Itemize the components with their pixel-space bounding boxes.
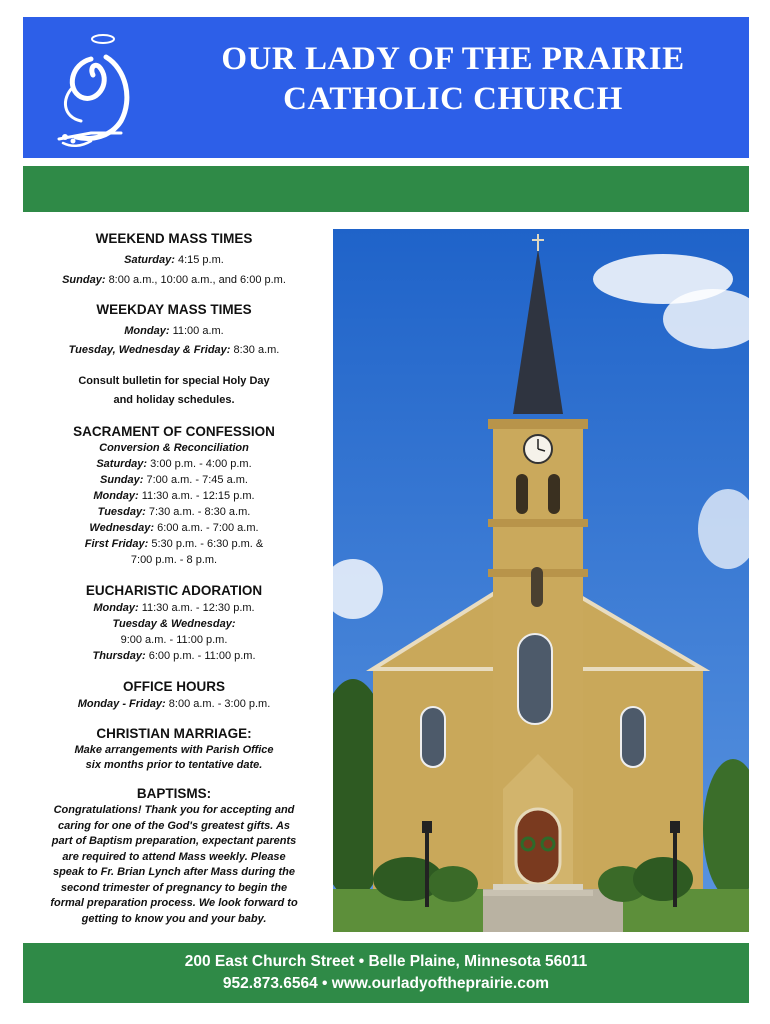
office-section: [23, 678, 325, 712]
marriage-section: [23, 725, 325, 773]
bulletin-line-1: Consult bulletin for special Holy Day: [78, 375, 270, 387]
office-row: Monday - Friday: 8:00 a.m. - 3:00 p.m.: [77, 698, 271, 710]
madonna-logo-icon: [51, 29, 151, 151]
confession-row: Saturday: 3:00 p.m. - 4:00 p.m.: [96, 458, 252, 470]
weekend-title: WEEKEND MASS TIMES: [95, 231, 253, 246]
footer-contact-line: 952.873.6564 • www.ourladyoftheprairie.com: [222, 975, 550, 992]
adoration-section: [23, 582, 325, 664]
adoration-row: Thursday: 6:00 p.m. - 11:00 p.m.: [92, 650, 256, 662]
adoration-row-time: 9:00 a.m. - 11:00 p.m.: [120, 634, 228, 646]
adoration-row-label: Tuesday & Wednesday:: [112, 618, 236, 630]
weekday-row: Tuesday, Wednesday & Friday: 8:30 a.m.: [68, 344, 280, 356]
baptisms-line: second trimester of pregnancy to begin the: [60, 881, 288, 894]
marriage-line: Make arrangements with Parish Office: [74, 744, 274, 756]
baptisms-line: are required to attend Mass weekly. Please: [62, 850, 286, 863]
confession-title: SACRAMENT OF CONFESSION: [73, 424, 275, 439]
adoration-title: EUCHARISTIC ADORATION: [85, 583, 263, 598]
baptisms-line: caring for one of the God's greatest gifts. As: [57, 819, 290, 832]
green-divider-bar: [23, 166, 749, 212]
header-banner: [23, 17, 749, 158]
baptisms-line: part of Baptism preparation, expectant parents: [51, 835, 297, 847]
footer-address: 200 East Church Street • Belle Plaine, Minnesota 56011: [184, 953, 588, 970]
confession-subtitle: Conversion & Reconciliation: [99, 442, 249, 454]
title-line-1: OUR LADY OF THE PRAIRIE: [221, 41, 685, 77]
confession-row: Wednesday: 6:00 a.m. - 7:00 a.m.: [89, 522, 259, 534]
baptisms-line: Congratulations! Thank you for accepting and: [53, 804, 295, 816]
baptisms-section: [23, 785, 325, 927]
marriage-line: six months prior to tentative date.: [85, 759, 263, 771]
page-title: [173, 39, 733, 119]
weekend-section: [23, 230, 325, 288]
weekday-row: Monday: 11:00 a.m.: [124, 325, 224, 337]
confession-row: First Friday: 5:30 p.m. - 6:30 p.m. &: [84, 538, 264, 550]
weekday-section: [23, 301, 325, 358]
bulletin-line-2: and holiday schedules.: [113, 394, 235, 406]
baptisms-title: BAPTISMS:: [136, 786, 212, 801]
office-title: OFFICE HOURS: [122, 679, 225, 694]
marriage-title: CHRISTIAN MARRIAGE:: [96, 726, 252, 741]
baptisms-line: speak to Fr. Brian Lynch after Mass during the: [52, 866, 296, 878]
baptisms-line: getting to know you and your baby.: [81, 912, 267, 925]
footer-contact: [23, 943, 749, 1003]
schedule-column: [23, 226, 325, 927]
bulletin-note: [23, 372, 325, 410]
confession-row: Sunday: 7:00 a.m. - 7:45 a.m.: [100, 474, 248, 486]
confession-section: [23, 423, 325, 568]
confession-extra: 7:00 p.m. - 8 p.m.: [130, 554, 218, 566]
weekend-row: Saturday: 4:15 p.m.: [124, 254, 224, 266]
title-line-2: CATHOLIC CHURCH: [283, 81, 623, 117]
church-illustration: [333, 229, 749, 932]
baptisms-line: formal preparation process. We look forward to: [50, 897, 298, 909]
weekday-title: WEEKDAY MASS TIMES: [96, 302, 252, 317]
confession-row: Monday: 11:30 a.m. - 12:15 p.m.: [93, 490, 255, 502]
adoration-row: Monday: 11:30 a.m. - 12:30 p.m.: [93, 602, 255, 614]
church-photo: [333, 229, 749, 932]
weekend-row: Sunday: 8:00 a.m., 10:00 a.m., and 6:00 p.m.: [62, 274, 286, 286]
confession-row: Tuesday: 7:30 a.m. - 8:30 a.m.: [97, 506, 251, 518]
